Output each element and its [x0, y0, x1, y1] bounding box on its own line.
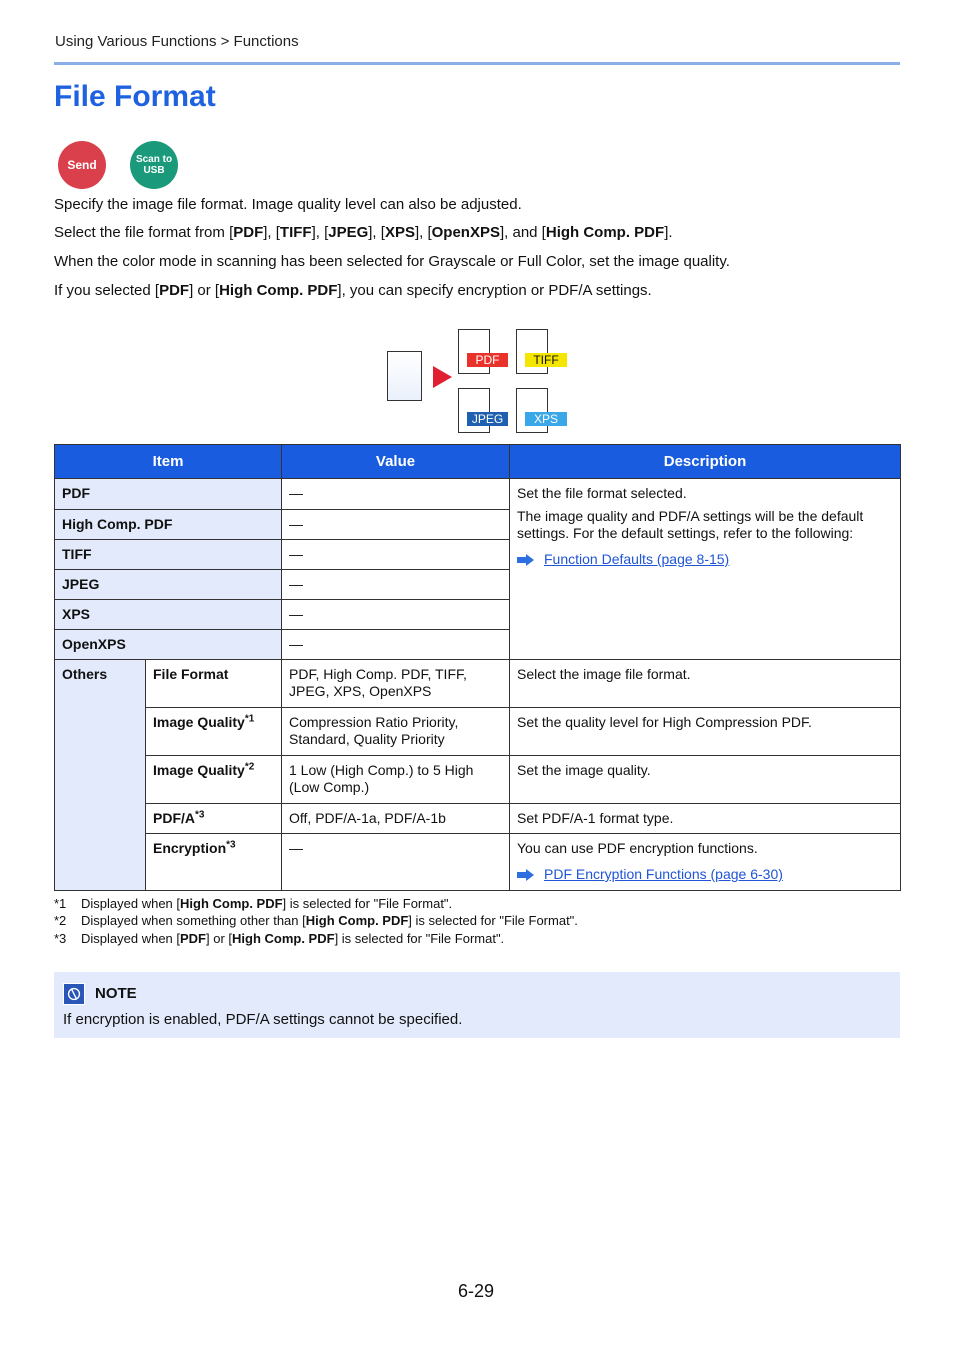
file-format-table [54, 444, 901, 891]
intro-paragraph-2: Select the file format from [PDF], [TIFF], [JPEG], [XPS], [OpenXPS], and [High Comp. PDF]. [54, 224, 673, 241]
jpeg-tag: JPEG [467, 412, 508, 426]
value-cell: — [282, 570, 510, 600]
item-cell: PDF [55, 479, 282, 510]
value-cell: Compression Ratio Priority, Standard, Quality Priority [282, 708, 510, 756]
scan-to-usb-badge-icon: Scan to USB [130, 141, 178, 189]
tiff-tag: TIFF [525, 353, 567, 367]
item-cell: High Comp. PDF [55, 510, 282, 540]
header-value: Value [282, 445, 510, 479]
sub-item-cell: Encryption$^{*3}$ [146, 834, 282, 891]
pdf-encryption-link-row[interactable] [517, 866, 893, 883]
sub-item-cell: Image Quality$^{*1}$ [146, 708, 282, 756]
xps-tag: XPS [525, 412, 567, 426]
table-row [55, 660, 901, 708]
footnote-3: *3 Displayed when [PDF] or [High Comp. PDF] is selected for "File Format". [54, 931, 505, 946]
intro-paragraph-1: Specify the image file format. Image quality level can also be adjusted. [54, 196, 522, 213]
note-box [54, 972, 900, 1038]
send-badge-icon: Send [58, 141, 106, 189]
description-cell: Set the quality level for High Compression PDF. [510, 708, 901, 756]
value-cell: — [282, 479, 510, 510]
breadcrumb: Using Various Functions > Functions [55, 33, 299, 50]
value-cell: — [282, 600, 510, 630]
source-document-icon [387, 351, 422, 401]
convert-arrow-icon [433, 366, 452, 388]
value-cell: Off, PDF/A-1a, PDF/A-1b [282, 804, 510, 834]
description-cell: Select the image file format. [510, 660, 901, 708]
sub-item-cell: File Format [146, 660, 282, 708]
arrow-right-icon [517, 554, 535, 566]
pdf-document-icon [458, 329, 490, 374]
pdf-tag: PDF [467, 353, 508, 367]
value-cell: 1 Low (High Comp.) to 5 High (Low Comp.) [282, 756, 510, 804]
desc-line: Set the file format selected. [517, 485, 687, 501]
desc-line: The image quality and PDF/A settings will be the default settings. For the default settings, refer to the following: [517, 508, 864, 541]
header-description: Description [510, 445, 901, 479]
item-cell: OpenXPS [55, 630, 282, 660]
intro-paragraph-4: If you selected [PDF] or [High Comp. PDF], you can specify encryption or PDF/A settings. [54, 282, 652, 299]
description-cell: Set the image quality. [510, 756, 901, 804]
footnote-1: *1 Displayed when [High Comp. PDF] is selected for "File Format". [54, 896, 453, 911]
note-icon [63, 983, 85, 1005]
sub-item-cell: PDF/$A^{*3}$ [146, 804, 282, 834]
tiff-document-icon [516, 329, 548, 374]
table-row [55, 834, 901, 891]
desc-line: You can use PDF encryption functions. [517, 840, 758, 856]
header-rule [54, 62, 900, 65]
table-row [55, 804, 901, 834]
note-title: NOTE [95, 985, 137, 1002]
table-row [55, 756, 901, 804]
page-title: File Format [54, 80, 216, 113]
others-label-cell: Others [55, 660, 146, 891]
description-cell: Set PDF/A-1 format type. [510, 804, 901, 834]
note-text: If encryption is enabled, PDF/A settings cannot be specified. [63, 1011, 463, 1028]
description-cell [510, 834, 901, 891]
table-row [55, 708, 901, 756]
value-cell: — [282, 630, 510, 660]
function-defaults-link-row[interactable] [517, 551, 893, 568]
header-item: Item [55, 445, 282, 479]
function-defaults-link[interactable]: Function Defaults (page 8-15) [544, 551, 730, 567]
formats-description-cell [510, 479, 901, 660]
arrow-right-icon [517, 869, 535, 881]
page-number: 6-29 [458, 1281, 495, 1301]
item-cell: TIFF [55, 540, 282, 570]
value-cell: — [282, 834, 510, 891]
value-cell: PDF, High Comp. PDF, TIFF, JPEG, XPS, OpenXPS [282, 660, 510, 708]
jpeg-document-icon [458, 388, 490, 433]
item-cell: XPS [55, 600, 282, 630]
value-cell: — [282, 510, 510, 540]
table-header-row [55, 445, 901, 479]
intro-paragraph-3: When the color mode in scanning has been selected for Grayscale or Full Color, set the image quality. [54, 253, 730, 270]
pdf-encryption-link[interactable]: PDF Encryption Functions (page 6-30) [544, 866, 783, 882]
footnote-2: *2 Displayed when something other than [High Comp. PDF] is selected for "File Format". [54, 913, 578, 928]
item-cell: JPEG [55, 570, 282, 600]
value-cell: — [282, 540, 510, 570]
table-row [55, 479, 901, 510]
sub-item-cell: Image Quality$^{*2}$ [146, 756, 282, 804]
xps-document-icon [516, 388, 548, 433]
